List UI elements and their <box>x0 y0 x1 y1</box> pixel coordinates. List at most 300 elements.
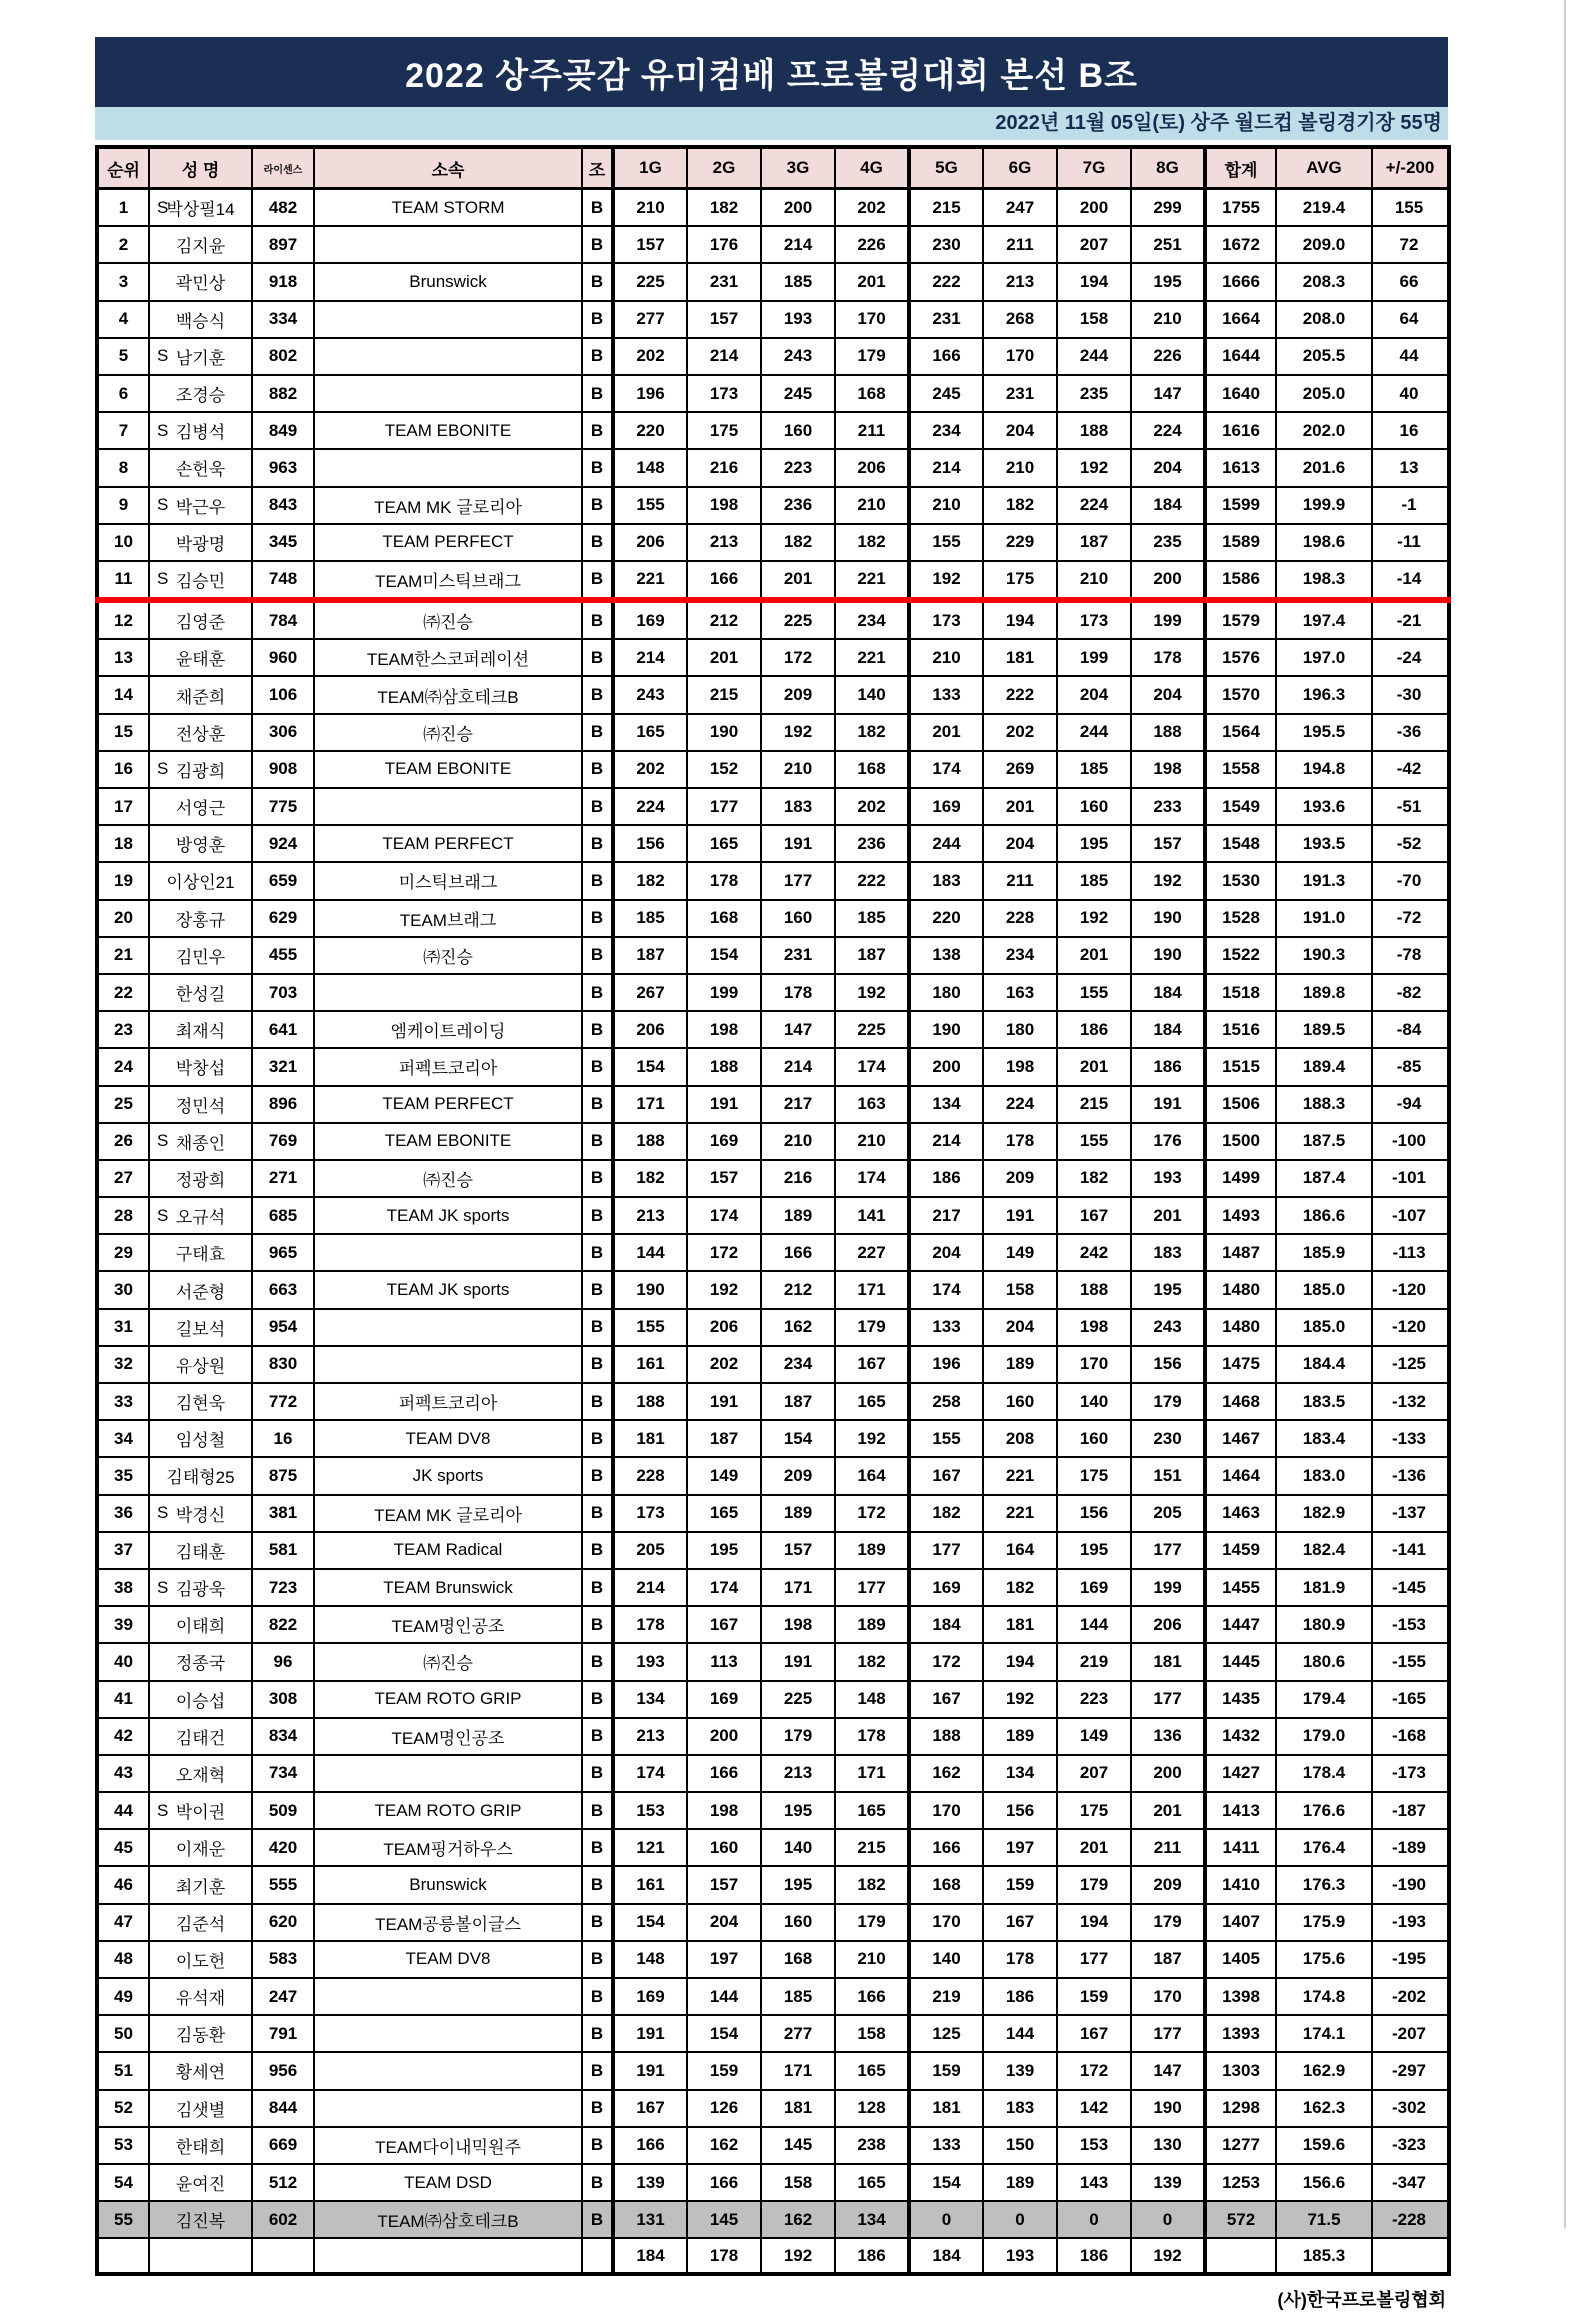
game-score-cell: 220 <box>613 412 687 449</box>
game-score-cell: 243 <box>761 338 835 375</box>
game-score-cell: 234 <box>909 412 983 449</box>
rank-cell: 24 <box>97 1048 149 1085</box>
game-score-cell: 151 <box>1131 1457 1205 1494</box>
game-score-cell: 149 <box>687 1457 761 1494</box>
table-row <box>97 1309 1449 1346</box>
game-score-cell: 182 <box>909 1495 983 1532</box>
game-score-cell: 177 <box>1131 1532 1205 1569</box>
name-cell <box>149 1941 252 1978</box>
player-name: 김진복 <box>175 2212 226 2232</box>
rank-cell: 1 <box>97 189 149 227</box>
game-score-cell: 152 <box>687 751 761 788</box>
diff-cell: -100 <box>1372 1123 1449 1160</box>
group-cell: B <box>582 825 613 862</box>
game-score-cell: 220 <box>909 900 983 937</box>
game-score-cell: 160 <box>761 412 835 449</box>
game-score-cell: 155 <box>613 1309 687 1346</box>
license-cell: 965 <box>252 1234 314 1271</box>
game-score-cell: 182 <box>835 1866 909 1903</box>
game-score-cell: 155 <box>1057 1123 1131 1160</box>
empty-cell <box>1205 2238 1276 2274</box>
group-cell: B <box>582 2052 613 2089</box>
game-score-cell: 205 <box>613 1532 687 1569</box>
game-score-cell: 258 <box>909 1383 983 1420</box>
game-score-cell: 170 <box>909 1792 983 1829</box>
avg-cell: 199.9 <box>1276 487 1372 524</box>
diff-cell: 66 <box>1372 263 1449 300</box>
game-score-cell: 244 <box>909 825 983 862</box>
player-name: 오재혁 <box>175 1765 226 1785</box>
game-score-cell: 227 <box>835 1234 909 1271</box>
game-score-cell: 188 <box>1057 1271 1131 1308</box>
game-score-cell: 175 <box>687 412 761 449</box>
group-cell: B <box>582 1829 613 1866</box>
license-cell: 802 <box>252 338 314 375</box>
total-cell: 1480 <box>1205 1309 1276 1346</box>
game-score-cell: 185 <box>613 900 687 937</box>
table-row <box>97 1978 1449 2015</box>
avg-cell: 189.5 <box>1276 1011 1372 1048</box>
group-cell: B <box>582 263 613 300</box>
game-score-cell: 168 <box>835 375 909 412</box>
game-score-cell: 211 <box>1131 1829 1205 1866</box>
col-header-name: 성 명 <box>149 147 252 189</box>
game-score-cell: 154 <box>761 1420 835 1457</box>
rank-cell: 10 <box>97 524 149 561</box>
license-cell: 334 <box>252 301 314 338</box>
footer-org-label: (사)한국프로볼링협회 <box>1277 2290 1446 2311</box>
table-row <box>97 788 1449 825</box>
game-score-cell: 219 <box>909 1978 983 2015</box>
license-cell: 512 <box>252 2164 314 2201</box>
license-cell: 555 <box>252 1866 314 1903</box>
game-score-cell: 179 <box>835 1309 909 1346</box>
game-score-cell: 160 <box>983 1383 1057 1420</box>
game-score-cell: 182 <box>983 1569 1057 1606</box>
col-header-game-2: 2G <box>687 147 761 189</box>
rank-cell: 12 <box>97 600 149 639</box>
team-cell: TEAM EBONITE <box>314 751 582 788</box>
game-score-cell: 212 <box>761 1271 835 1308</box>
seed-mark: S <box>157 420 169 440</box>
game-score-cell: 147 <box>761 1011 835 1048</box>
total-cell: 1413 <box>1205 1792 1276 1829</box>
total-cell: 1666 <box>1205 263 1276 300</box>
avg-cell: 159.6 <box>1276 2127 1372 2164</box>
game-score-cell: 141 <box>835 1197 909 1234</box>
game-score-cell: 156 <box>1131 1346 1205 1383</box>
rank-cell: 50 <box>97 2015 149 2052</box>
table-row <box>97 1383 1449 1420</box>
diff-cell: -113 <box>1372 1234 1449 1271</box>
table-header <box>97 147 1449 189</box>
team-cell: TEAM MK 글로리아 <box>314 1495 582 1532</box>
game-score-cell: 231 <box>983 375 1057 412</box>
game-score-cell: 167 <box>1057 1197 1131 1234</box>
game-score-cell: 130 <box>1131 2127 1205 2164</box>
game-score-cell: 133 <box>909 1309 983 1346</box>
rank-cell: 26 <box>97 1123 149 1160</box>
col-header-game-8: 8G <box>1131 147 1205 189</box>
game-score-cell: 178 <box>983 1941 1057 1978</box>
game-score-cell: 182 <box>983 487 1057 524</box>
game-score-cell: 225 <box>835 1011 909 1048</box>
avg-cell: 219.4 <box>1276 189 1372 227</box>
game-score-cell: 195 <box>1057 825 1131 862</box>
game-score-cell: 188 <box>1131 714 1205 751</box>
license-cell: 822 <box>252 1606 314 1643</box>
diff-cell: 44 <box>1372 338 1449 375</box>
license-cell: 723 <box>252 1569 314 1606</box>
rank-cell: 48 <box>97 1941 149 1978</box>
rank-cell: 18 <box>97 825 149 862</box>
game-score-cell: 131 <box>613 2201 687 2238</box>
game-score-cell: 189 <box>983 1718 1057 1755</box>
game-score-cell: 187 <box>835 937 909 974</box>
team-cell: ㈜진승 <box>314 1160 582 1197</box>
game-score-cell: 159 <box>983 1866 1057 1903</box>
license-cell: 321 <box>252 1048 314 1085</box>
team-cell: Brunswick <box>314 1866 582 1903</box>
license-cell: 641 <box>252 1011 314 1048</box>
game-score-cell: 205 <box>1131 1495 1205 1532</box>
empty-cell <box>252 2238 314 2274</box>
table-row <box>97 639 1449 676</box>
game-score-cell: 225 <box>613 263 687 300</box>
game-score-cell: 185 <box>761 1978 835 2015</box>
game-average-cell: 192 <box>1131 2238 1205 2274</box>
game-score-cell: 180 <box>909 974 983 1011</box>
game-score-cell: 174 <box>909 1271 983 1308</box>
team-cell: TEAM명인공조 <box>314 1718 582 1755</box>
license-cell: 509 <box>252 1792 314 1829</box>
player-name: 이도헌 <box>175 1951 226 1971</box>
total-cell: 1515 <box>1205 1048 1276 1085</box>
game-score-cell: 199 <box>1131 600 1205 639</box>
game-score-cell: 221 <box>983 1495 1057 1532</box>
game-score-cell: 204 <box>909 1234 983 1271</box>
table-row <box>97 2090 1449 2127</box>
game-score-cell: 242 <box>1057 1234 1131 1271</box>
player-name: 김태건 <box>175 1728 226 1748</box>
game-score-cell: 160 <box>1057 788 1131 825</box>
game-average-cell: 193 <box>983 2238 1057 2274</box>
name-cell <box>149 1792 252 1829</box>
game-score-cell: 195 <box>687 1532 761 1569</box>
table-row <box>97 1346 1449 1383</box>
diff-cell: -202 <box>1372 1978 1449 2015</box>
diff-cell: -195 <box>1372 1941 1449 1978</box>
team-cell: ㈜진승 <box>314 937 582 974</box>
avg-cell: 209.0 <box>1276 226 1372 263</box>
license-cell: 908 <box>252 751 314 788</box>
group-cell: B <box>582 301 613 338</box>
game-score-cell: 188 <box>909 1718 983 1755</box>
total-cell: 1579 <box>1205 600 1276 639</box>
game-score-cell: 167 <box>909 1681 983 1718</box>
game-score-cell: 165 <box>835 2052 909 2089</box>
game-score-cell: 209 <box>983 1160 1057 1197</box>
table-row <box>97 1420 1449 1457</box>
team-cell: TEAM Brunswick <box>314 1569 582 1606</box>
name-cell <box>149 788 252 825</box>
team-cell <box>314 2052 582 2089</box>
game-average-cell: 192 <box>761 2238 835 2274</box>
group-cell: B <box>582 487 613 524</box>
game-score-cell: 178 <box>613 1606 687 1643</box>
group-cell: B <box>582 1234 613 1271</box>
game-score-cell: 139 <box>613 2164 687 2201</box>
game-score-cell: 191 <box>687 1086 761 1123</box>
table-row <box>97 862 1449 899</box>
rank-cell: 43 <box>97 1755 149 1792</box>
total-cell: 1405 <box>1205 1941 1276 1978</box>
game-score-cell: 177 <box>909 1532 983 1569</box>
game-score-cell: 214 <box>613 639 687 676</box>
seed-mark: S <box>157 346 169 366</box>
rank-cell: 34 <box>97 1420 149 1457</box>
name-cell <box>149 1160 252 1197</box>
avg-cell: 162.9 <box>1276 2052 1372 2089</box>
game-score-cell: 198 <box>687 1011 761 1048</box>
game-score-cell: 154 <box>613 1048 687 1085</box>
avg-cell: 193.5 <box>1276 825 1372 862</box>
game-score-cell: 171 <box>835 1271 909 1308</box>
total-cell: 1463 <box>1205 1495 1276 1532</box>
game-score-cell: 182 <box>761 524 835 561</box>
game-score-cell: 155 <box>613 487 687 524</box>
player-name: 김승민 <box>175 571 226 591</box>
game-score-cell: 201 <box>1057 937 1131 974</box>
name-cell <box>149 1420 252 1457</box>
game-score-cell: 167 <box>613 2090 687 2127</box>
name-cell <box>149 1457 252 1494</box>
name-cell <box>149 226 252 263</box>
total-cell: 1410 <box>1205 1866 1276 1903</box>
game-score-cell: 145 <box>761 2127 835 2164</box>
name-cell <box>149 1866 252 1903</box>
avg-cell: 189.8 <box>1276 974 1372 1011</box>
game-score-cell: 210 <box>835 1123 909 1160</box>
game-score-cell: 170 <box>983 338 1057 375</box>
diff-cell: 13 <box>1372 449 1449 486</box>
total-cell: 1640 <box>1205 375 1276 412</box>
game-score-cell: 157 <box>1131 825 1205 862</box>
game-score-cell: 210 <box>761 1123 835 1160</box>
diff-cell: -94 <box>1372 1086 1449 1123</box>
game-score-cell: 144 <box>613 1234 687 1271</box>
group-cell: B <box>582 788 613 825</box>
player-name: 정광희 <box>175 1170 226 1190</box>
rank-cell: 35 <box>97 1457 149 1494</box>
game-score-cell: 168 <box>761 1941 835 1978</box>
game-score-cell: 182 <box>613 862 687 899</box>
license-cell: 834 <box>252 1718 314 1755</box>
game-score-cell: 225 <box>761 600 835 639</box>
game-score-cell: 177 <box>687 788 761 825</box>
player-name: 남기훈 <box>175 348 226 368</box>
game-score-cell: 157 <box>613 226 687 263</box>
player-name: 백승식 <box>175 311 226 331</box>
game-score-cell: 148 <box>613 1941 687 1978</box>
group-cell: B <box>582 1160 613 1197</box>
col-header-diff: +/-200 <box>1372 147 1449 189</box>
game-score-cell: 188 <box>613 1123 687 1160</box>
rank-cell: 16 <box>97 751 149 788</box>
game-score-cell: 210 <box>1131 301 1205 338</box>
game-score-cell: 186 <box>1057 1011 1131 1048</box>
table-row <box>97 1755 1449 1792</box>
group-cell: B <box>582 1123 613 1160</box>
game-score-cell: 200 <box>761 189 835 227</box>
game-score-cell: 165 <box>835 1792 909 1829</box>
game-score-cell: 170 <box>835 301 909 338</box>
name-cell <box>149 639 252 676</box>
player-name: 김태형25 <box>166 1468 235 1488</box>
total-cell: 1480 <box>1205 1271 1276 1308</box>
diff-cell: -302 <box>1372 2090 1449 2127</box>
game-score-cell: 142 <box>1057 2090 1131 2127</box>
team-cell <box>314 1346 582 1383</box>
game-score-cell: 147 <box>1131 2052 1205 2089</box>
diff-cell: -165 <box>1372 1681 1449 1718</box>
group-cell: B <box>582 1792 613 1829</box>
game-score-cell: 200 <box>687 1718 761 1755</box>
game-score-cell: 174 <box>909 751 983 788</box>
game-score-cell: 221 <box>983 1457 1057 1494</box>
team-cell: 퍼펙트코리아 <box>314 1383 582 1420</box>
game-score-cell: 144 <box>983 2015 1057 2052</box>
license-cell: 956 <box>252 2052 314 2089</box>
game-score-cell: 200 <box>909 1048 983 1085</box>
player-name: 최재식 <box>175 1022 226 1042</box>
game-score-cell: 176 <box>687 226 761 263</box>
game-score-cell: 173 <box>613 1495 687 1532</box>
total-cell: 1445 <box>1205 1643 1276 1680</box>
table-row <box>97 676 1449 713</box>
game-score-cell: 213 <box>761 1755 835 1792</box>
game-score-cell: 187 <box>1131 1941 1205 1978</box>
avg-cell: 183.4 <box>1276 1420 1372 1457</box>
name-cell <box>149 1643 252 1680</box>
game-score-cell: 201 <box>1131 1197 1205 1234</box>
table-row <box>97 1123 1449 1160</box>
player-name: 김동환 <box>175 2026 226 2046</box>
diff-cell: -78 <box>1372 937 1449 974</box>
game-score-cell: 165 <box>687 825 761 862</box>
team-cell: TEAM미스틱브래그 <box>314 561 582 600</box>
license-cell: 784 <box>252 600 314 639</box>
player-name: 황세연 <box>175 2063 226 2083</box>
game-score-cell: 172 <box>835 1495 909 1532</box>
game-score-cell: 179 <box>835 338 909 375</box>
total-cell: 1586 <box>1205 561 1276 600</box>
game-score-cell: 198 <box>761 1606 835 1643</box>
game-score-cell: 234 <box>835 600 909 639</box>
player-name: 이상인21 <box>166 873 235 893</box>
game-score-cell: 195 <box>1131 263 1205 300</box>
game-score-cell: 179 <box>1131 1904 1205 1941</box>
game-score-cell: 216 <box>761 1160 835 1197</box>
game-score-cell: 128 <box>835 2090 909 2127</box>
game-score-cell: 133 <box>909 676 983 713</box>
col-header-avg: AVG <box>1276 147 1372 189</box>
total-cell: 1407 <box>1205 1904 1276 1941</box>
team-cell: TEAM PERFECT <box>314 1086 582 1123</box>
rank-cell: 20 <box>97 900 149 937</box>
game-score-cell: 204 <box>983 825 1057 862</box>
game-score-cell: 202 <box>613 751 687 788</box>
player-name: 한태희 <box>175 2137 226 2157</box>
group-cell: B <box>582 189 613 227</box>
diff-cell: 155 <box>1372 189 1449 227</box>
game-score-cell: 177 <box>761 862 835 899</box>
license-cell: 381 <box>252 1495 314 1532</box>
event-date-venue-label: 2022년 11월 05일(토) 상주 월드컵 볼링경기장 55명 <box>995 112 1442 134</box>
table-row <box>97 524 1449 561</box>
total-cell: 1493 <box>1205 1197 1276 1234</box>
game-score-cell: 207 <box>1057 226 1131 263</box>
game-score-cell: 236 <box>761 487 835 524</box>
seed-mark: S <box>157 495 169 515</box>
game-score-cell: 157 <box>687 1866 761 1903</box>
rank-cell: 33 <box>97 1383 149 1420</box>
game-score-cell: 189 <box>835 1606 909 1643</box>
player-name: 장홍규 <box>175 910 226 930</box>
name-cell <box>149 2164 252 2201</box>
diff-cell: -42 <box>1372 751 1449 788</box>
game-score-cell: 167 <box>687 1606 761 1643</box>
rank-cell: 4 <box>97 301 149 338</box>
diff-cell: -173 <box>1372 1755 1449 1792</box>
game-score-cell: 182 <box>835 714 909 751</box>
group-cell: B <box>582 412 613 449</box>
name-cell <box>149 1086 252 1123</box>
game-score-cell: 206 <box>613 1011 687 1048</box>
game-score-cell: 215 <box>687 676 761 713</box>
total-cell: 572 <box>1205 2201 1276 2238</box>
game-score-cell: 173 <box>909 600 983 639</box>
game-score-cell: 207 <box>1057 1755 1131 1792</box>
game-score-cell: 210 <box>983 449 1057 486</box>
player-name: 김준석 <box>175 1914 226 1934</box>
total-cell: 1589 <box>1205 524 1276 561</box>
game-score-cell: 168 <box>687 900 761 937</box>
player-name: 전상훈 <box>175 724 226 744</box>
avg-cell: 185.9 <box>1276 1234 1372 1271</box>
game-score-cell: 210 <box>835 1941 909 1978</box>
col-header-game-6: 6G <box>983 147 1057 189</box>
game-score-cell: 212 <box>687 600 761 639</box>
table-row <box>97 1718 1449 1755</box>
game-score-cell: 166 <box>909 338 983 375</box>
game-score-cell: 192 <box>909 561 983 600</box>
game-score-cell: 198 <box>687 487 761 524</box>
rank-cell: 49 <box>97 1978 149 2015</box>
team-cell <box>314 974 582 1011</box>
team-cell: TEAM㈜삼호테크B <box>314 2201 582 2238</box>
game-score-cell: 195 <box>761 1792 835 1829</box>
game-score-cell: 236 <box>835 825 909 862</box>
team-cell: TEAM DSD <box>314 2164 582 2201</box>
game-score-cell: 201 <box>909 714 983 751</box>
game-score-cell: 160 <box>761 1904 835 1941</box>
player-name: 오규석 <box>175 1208 226 1228</box>
avg-cell: 174.1 <box>1276 2015 1372 2052</box>
game-score-cell: 189 <box>761 1197 835 1234</box>
total-cell: 1464 <box>1205 1457 1276 1494</box>
game-score-cell: 153 <box>613 1792 687 1829</box>
